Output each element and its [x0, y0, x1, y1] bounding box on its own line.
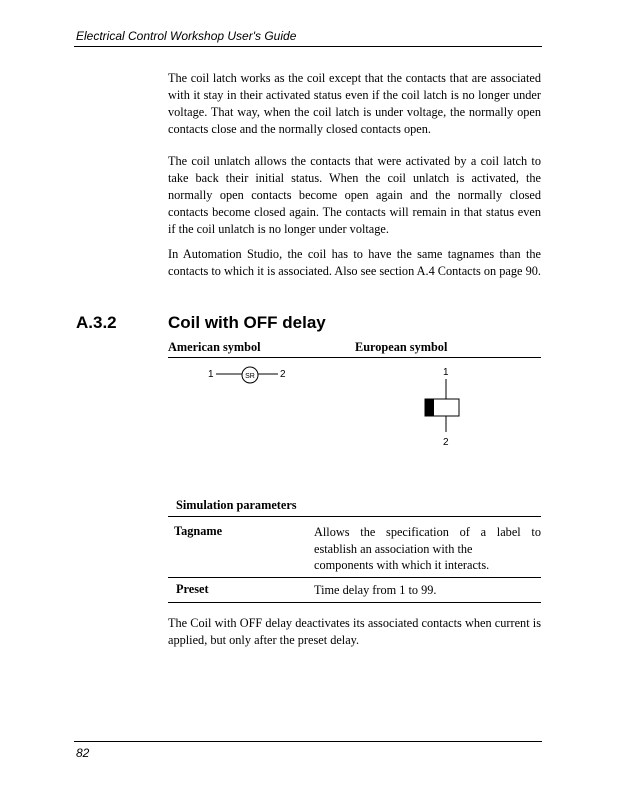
- paragraph-coil-unlatch: The coil unlatch allows the contacts that were activated by a coil latch to take back their initial status. When the coil unlatch is activated, the normally open contacts become open again and the normally closed contacts become closed again. The contacts will remain in that status even if the coil unlatch is no longer under voltage.: [168, 154, 541, 236]
- paragraph-coil-latch: The coil latch works as the coil except that the contacts that are associated with it stay in their activated status even if the coil latch is no longer under voltage. That way, when the coil latch is under voltage, the normally open contacts close and the normally closed contacts open.: [168, 71, 541, 136]
- footer-divider: [74, 741, 542, 742]
- running-header: Electrical Control Workshop User's Guide: [76, 29, 297, 43]
- european-symbol-heading: European symbol: [355, 340, 448, 354]
- symbol-header-divider: [168, 357, 541, 358]
- paragraph-tagnames: In Automation Studio, the coil has to have the same tagnames than the contacts to which it is associated. Also see section A.4 Contacts on page 90.: [168, 247, 541, 278]
- european-pin-1-label: 1: [443, 367, 449, 378]
- tagname-description-last-line: components with which it interacts.: [314, 558, 490, 572]
- american-symbol-heading: American symbol: [168, 340, 261, 354]
- european-coil-symbol: [416, 362, 466, 452]
- tagname-description-text: Allows the specification of a label to establish an association with the: [314, 525, 541, 556]
- american-coil-label: SR: [245, 373, 255, 380]
- american-pin-1-label: 1: [208, 369, 214, 380]
- header-divider: [74, 46, 542, 47]
- tagname-description: [314, 524, 541, 574]
- simulation-parameters-heading: Simulation parameters: [176, 498, 297, 512]
- european-pin-2-label: 2: [443, 437, 449, 448]
- section-number: A.3.2: [76, 313, 117, 332]
- simulation-divider-bottom: [168, 602, 541, 603]
- american-pin-2-label: 2: [280, 369, 286, 380]
- preset-description: Time delay from 1 to 99.: [314, 583, 437, 597]
- section-title: Coil with OFF delay: [168, 313, 326, 332]
- european-delay-marker: [425, 399, 434, 416]
- page-number: 82: [76, 746, 90, 760]
- american-coil-symbol: [200, 362, 300, 386]
- tagname-label: Tagname: [174, 524, 223, 538]
- simulation-divider-top: [168, 516, 541, 517]
- paragraph-off-delay: The Coil with OFF delay deactivates its associated contacts when current is applied, but only after the preset delay.: [168, 616, 541, 647]
- simulation-divider-middle: [168, 577, 541, 578]
- preset-label: Preset: [176, 582, 209, 596]
